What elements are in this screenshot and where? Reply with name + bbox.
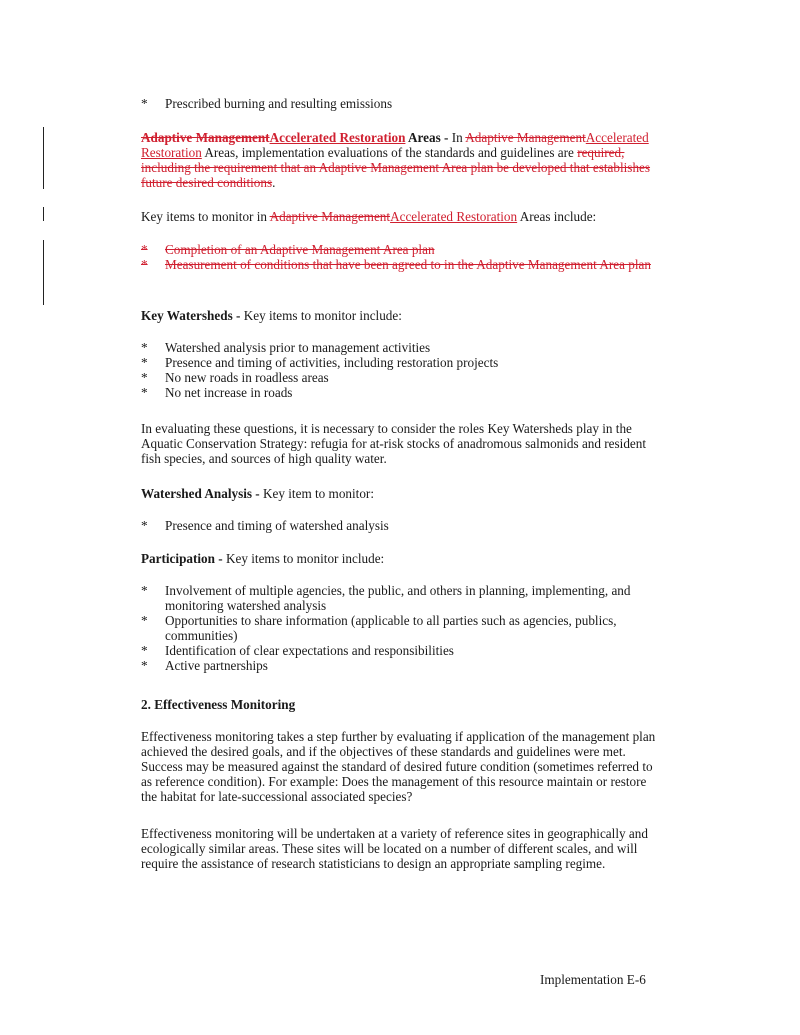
list-item — [141, 613, 661, 643]
bullet-text: No new roads in roadless areas — [165, 370, 329, 385]
bullet-list — [141, 518, 661, 533]
paragraph: Effectiveness monitoring will be undertaken at a variety of reference sites in geographically and ecologically similar areas. These sites will be located on a number of different scales, and will require the assistance of research statisticians to design an appropriate sampling regime. — [141, 826, 648, 871]
bullet-text: Prescribed burning and resulting emissions — [165, 96, 393, 111]
bullet-text: Measurement of conditions that have been agreed to in the Adaptive Management Area plan — [165, 257, 651, 272]
bullet-star: * — [141, 385, 148, 400]
paragraph: Effectiveness monitoring takes a step further by evaluating if application of the management plan achieved the desired goals, and if the objectives of these standards and guidelines were met. Success may be measured against the standard of desired future condition (sometimes referred to as reference condition). For example: Does the management of this resource maintain or restore the habitat for late-successional associated species? — [141, 729, 656, 804]
change-bar — [43, 207, 44, 221]
bullet-star: * — [141, 340, 148, 355]
change-bar — [43, 127, 44, 189]
list-item — [141, 643, 661, 658]
section-intro: Key items to monitor include: — [225, 551, 385, 566]
bullet-star: * — [141, 643, 148, 658]
bullet-star: * — [141, 518, 148, 533]
text: Key items to monitor in — [141, 209, 270, 224]
section-heading-line — [141, 551, 661, 566]
bullet-text: Identification of clear expectations and responsibilities — [165, 643, 454, 658]
bullet-text: No net increase in roads — [165, 385, 293, 400]
deleted-heading: Adaptive Management — [141, 130, 270, 145]
bullet-star: * — [141, 257, 148, 272]
section-intro: Key item to monitor: — [263, 486, 374, 501]
deleted-text: Adaptive Management — [465, 130, 586, 145]
page-footer: Implementation E-6 — [540, 972, 646, 987]
change-bar — [43, 240, 44, 305]
text: Areas include: — [517, 209, 597, 224]
bullet-star: * — [141, 613, 148, 628]
list-item — [141, 355, 661, 370]
section-heading: 2. Effectiveness Monitoring — [141, 697, 296, 712]
list-item — [141, 658, 661, 673]
list-item — [141, 518, 661, 533]
bullet-text: Presence and timing of watershed analysis — [165, 518, 389, 533]
bullet-star: * — [141, 96, 148, 111]
paragraph: In evaluating these questions, it is necessary to consider the roles Key Watersheds play in the Aquatic Conservation Strategy: refugia for at-risk stocks of anadromous salmonids and resident fish species, and sources of high quality water. — [141, 421, 647, 466]
bullet-list — [141, 583, 661, 673]
deleted-text: Adaptive Management — [269, 209, 391, 224]
bullet-list — [141, 340, 661, 400]
deleted-text: required, including the requirement that an Adaptive Management Area plan be developed that establishes future desired conditions — [141, 145, 651, 190]
bullet-text: Opportunities to share information (applicable to all parties such as agencies, publics, communities) — [165, 613, 617, 643]
key-items-line — [141, 209, 661, 224]
inserted-text: Accelerated Restoration — [390, 209, 518, 224]
bullet-text: Completion of an Adaptive Management Area plan — [165, 242, 435, 257]
section-intro: Key items to monitor include: — [243, 308, 402, 323]
aa-paragraph — [141, 130, 661, 190]
bullet-text: Active partnerships — [165, 658, 268, 673]
list-item — [141, 583, 661, 613]
section-heading-line — [141, 308, 661, 323]
section-heading: Participation - — [141, 551, 226, 566]
text: In — [451, 130, 466, 145]
bullet-text: Presence and timing of activities, including restoration projects — [165, 355, 499, 370]
inserted-heading: Accelerated Restoration — [269, 130, 406, 145]
list-item — [141, 242, 661, 257]
text: . — [272, 175, 276, 190]
list-item — [141, 340, 661, 355]
text: Areas, implementation evaluations of the standards and guidelines are — [201, 145, 578, 160]
heading-suffix: Areas - — [405, 130, 452, 145]
bullet-star: * — [141, 355, 148, 370]
list-item — [141, 257, 661, 272]
list-item — [141, 385, 661, 400]
deleted-bullet-list — [141, 242, 661, 272]
bullet-star: * — [141, 658, 148, 673]
bullet-star: * — [141, 370, 148, 385]
section-heading-line — [141, 486, 661, 501]
section-heading: Key Watersheds - — [141, 308, 244, 323]
list-item — [141, 96, 661, 111]
bullet-text: Involvement of multiple agencies, the public, and others in planning, implementing, and monitoring watershed analysis — [165, 583, 631, 613]
inserted-text: Accelerated Restoration — [141, 130, 649, 160]
bullet-star: * — [141, 242, 148, 257]
list-item — [141, 370, 661, 385]
section-heading: Watershed Analysis - — [141, 486, 263, 501]
bullet-text: Watershed analysis prior to management activities — [165, 340, 431, 355]
bullet-star: * — [141, 583, 148, 598]
